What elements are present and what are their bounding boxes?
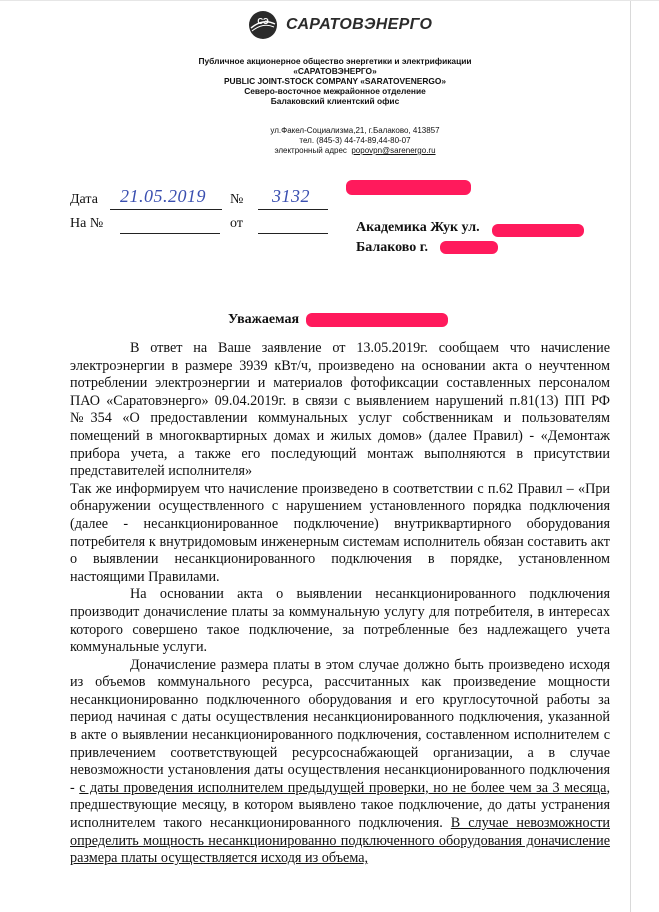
- logo-text: САРАТОВЭНЕРГО: [286, 16, 433, 33]
- redacted-recipient-name: [346, 180, 471, 195]
- number-line: [258, 208, 328, 210]
- redacted-street-number: [492, 224, 584, 237]
- redacted-postcode: [440, 241, 498, 254]
- from-label: от: [230, 216, 243, 231]
- page-top-edge: [0, 0, 659, 1]
- paragraph-1: В ответ на Ваше заявление от 13.05.2019г. сообщаем что начисление электроэнергии в размере 3939 кВт/ч, произведено на основании акта о неучтенном потреблении электроэнергии и материалов фотофиксации составленных персоналом ПАО «Саратовэнерго» 09.04.2019г. в связи с выявлением нарушений п.81(13) ПП РФ №354 «О предоставлении коммунальных услуг собственникам и пользователям помещений в многоквартирных домах и жилых домов» (далее Правил) - «Демонтаж прибора учета, а также его последующий монтаж выполняются в присутствии представителей исполнителя»: [70, 340, 610, 480]
- from-line: [258, 232, 328, 234]
- email-line: [225, 146, 485, 156]
- organization-header: [170, 56, 500, 106]
- org-line: «САРАТОВЭНЕРГО»: [293, 66, 377, 76]
- number-handwritten: 3132: [272, 186, 310, 206]
- underlined-period-clause: с даты проведения исполнителем предыдущей проверки, но не более чем за 3 месяца: [79, 779, 607, 796]
- org-line: PUBLIC JOINT-STOCK COMPANY «SARATOVENERGO»: [223, 76, 447, 86]
- date-handwritten: 21.05.2019: [120, 186, 206, 206]
- paragraph-3: На основании акта о выявлении несанкционированного подключения производит доначисление платы за коммунальную услугу для потребителя, в интересах которого совершено такое подключение, за потребленные без надлежащего учета коммунальные услуги.: [70, 586, 610, 656]
- org-line: Балаковский клиентский офис: [270, 96, 400, 106]
- logo-mark-text: СЭ: [257, 17, 269, 26]
- salutation: Уважаемая: [228, 312, 300, 327]
- recipient-city: Балаково г.: [356, 240, 429, 255]
- company-logo: [248, 10, 432, 40]
- paragraph-4: [70, 657, 610, 868]
- letter-body: [70, 340, 610, 868]
- contact-block: [225, 126, 485, 156]
- email-label: электронный адрес: [274, 146, 347, 155]
- number-label: №: [230, 192, 244, 207]
- ref-line: [120, 232, 220, 234]
- paragraph-4-start: Доначисление размера платы в этом случае должно быть произведено исходя из объемов коммунального ресурса, рассчитанных как произведение мощности несанкционированно подключенного оборудования и его круглосуточной работы за период начиная с даты осуществления несанкционированного подключения, указанной в акте о выявлении несанкционированного подключения, составленном исполнителем с привлечением соответствующей ресурсоснабжающей организации, а в случае невозможности установления даты осуществления несанкционированного подключения -: [70, 656, 610, 796]
- org-line: Публичное акционерное общество энергетики и электрификации: [198, 56, 472, 66]
- org-line: Северо-восточное межрайонное отделение: [244, 86, 426, 96]
- saratovenergo-logo-icon: [248, 10, 278, 40]
- ref-label: На №: [70, 216, 104, 231]
- paragraph-2: Так же информируем что начисление произведено в соответствии с п.62 Правил – «При обнаружении осуществленного с нарушением установленного порядка подключения (далее - несанкционированное подключение) внутриквартирного оборудования потребителя к внутридомовым инженерным системам исполнитель обязан составить акт о выявлении несанкционированного подключения в порядке, установленном настоящими Правилами.: [70, 480, 610, 585]
- recipient-street: Академика Жук ул.: [356, 220, 480, 235]
- date-label: Дата: [70, 192, 98, 207]
- underlined-power-clause: В случае невозможности определить мощность несанкционированно подключенного оборудования доначисление размера платы осуществляется исходя из объема,: [70, 815, 610, 867]
- page-edge: [630, 0, 631, 912]
- address-line: ул.Факел-Социализма,21, г.Балаково, 413857: [270, 126, 440, 135]
- date-line: [110, 208, 222, 210]
- redacted-addressee: [306, 313, 448, 327]
- paragraph-4-mid: , предшествующие месяцу, в котором выявлено такое подключение, до даты устранения исполнителем такого несанкционированного подключения.: [70, 779, 610, 832]
- email-link[interactable]: popovpn@sarenergo.ru: [351, 146, 436, 155]
- phone-line: тел. (845-3) 44-74-89,44-80-07: [299, 136, 411, 145]
